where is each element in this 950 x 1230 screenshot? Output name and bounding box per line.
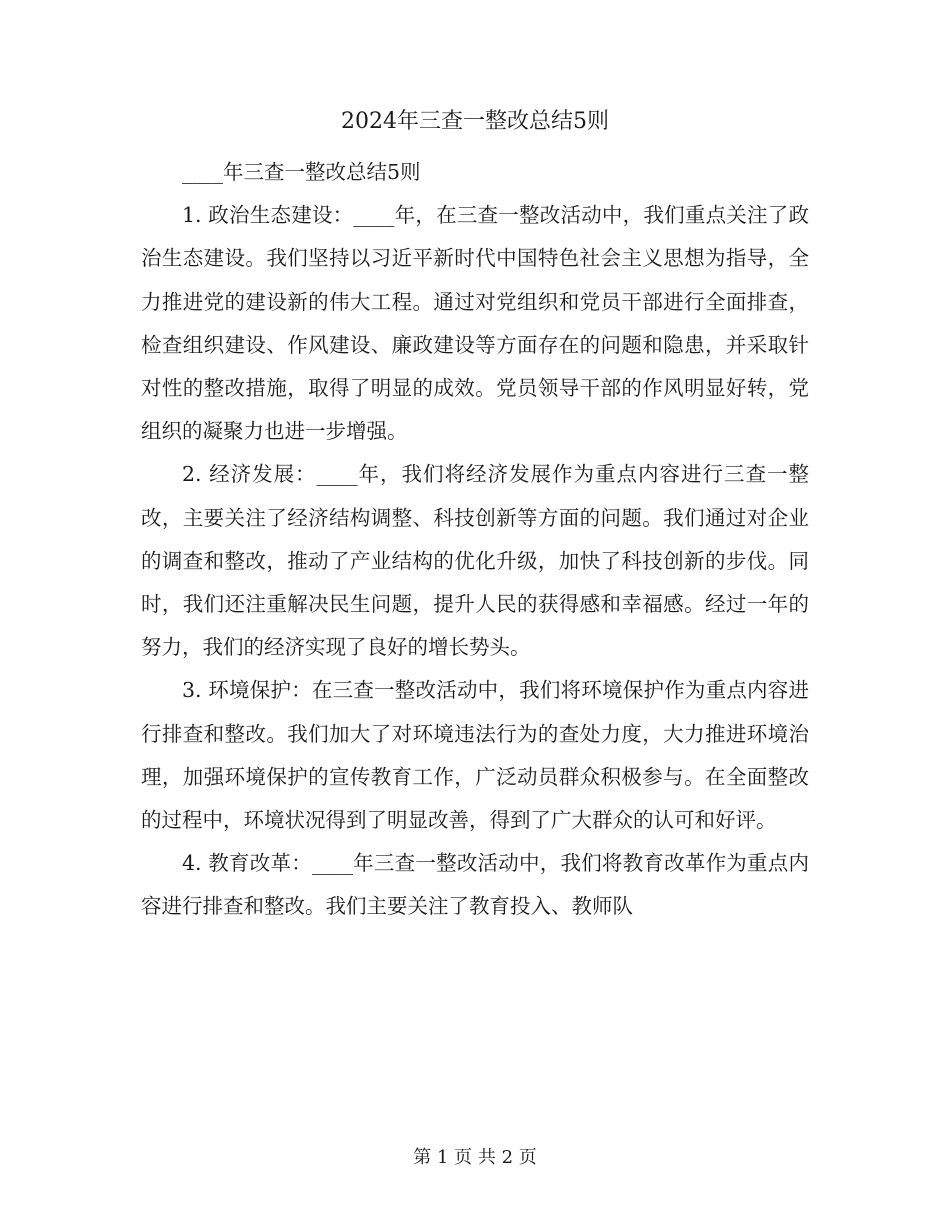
paragraph-economic-development: 2. 经济发展：____年，我们将经济发展作为重点内容进行三查一整改，主要关注了经济结构调整、科技创新等方面的问题。我们通过对企业的调查和整改，推动了产业结构的优化升级，加快了科技创新的步伐。同时，我们还注重解决民生问题，提升人民的获得感和幸福感。经过一年的努力，我们的经济实现了良好的增长势头。 [141,462,809,660]
paragraph-environmental-protection: 3. 环境保护：在三查一整改活动中，我们将环境保护作为重点内容进行排查和整改。我们加大了对环境违法行为的查处力度，大力推进环境治理，加强环境保护的宣传教育工作，广泛动员群众积极参与。在全面整改的过程中，环境状况得到了明显改善，得到了广大群众的认可和好评。 [141,678,809,833]
document-title: 2024年三查一整改总结5则 [341,109,609,134]
page-number: 第 1 页 共 2 页 [413,1147,537,1168]
document-subtitle: ____年三查一整改总结5则 [182,160,421,184]
document-body [141,151,809,929]
paragraph-education-reform: 4. 教育改革：____年三查一整改活动中，我们将教育改革作为重点内容进行排查和整改。我们主要关注了教育投入、教师队 [141,851,809,919]
paragraph-political-ecology: 1. 政治生态建设：____年，在三查一整改活动中，我们重点关注了政治生态建设。我们坚持以习近平新时代中国特色社会主义思想为指导，全力推进党的建设新的伟大工程。通过对党组织和党员干部进行全面排查，检查组织建设、作风建设、廉政建设等方面存在的问题和隐患，并采取针对性的整改措施，取得了明显的成效。党员领导干部的作风明显好转，党组织的凝聚力也进一步增强。 [141,203,809,444]
